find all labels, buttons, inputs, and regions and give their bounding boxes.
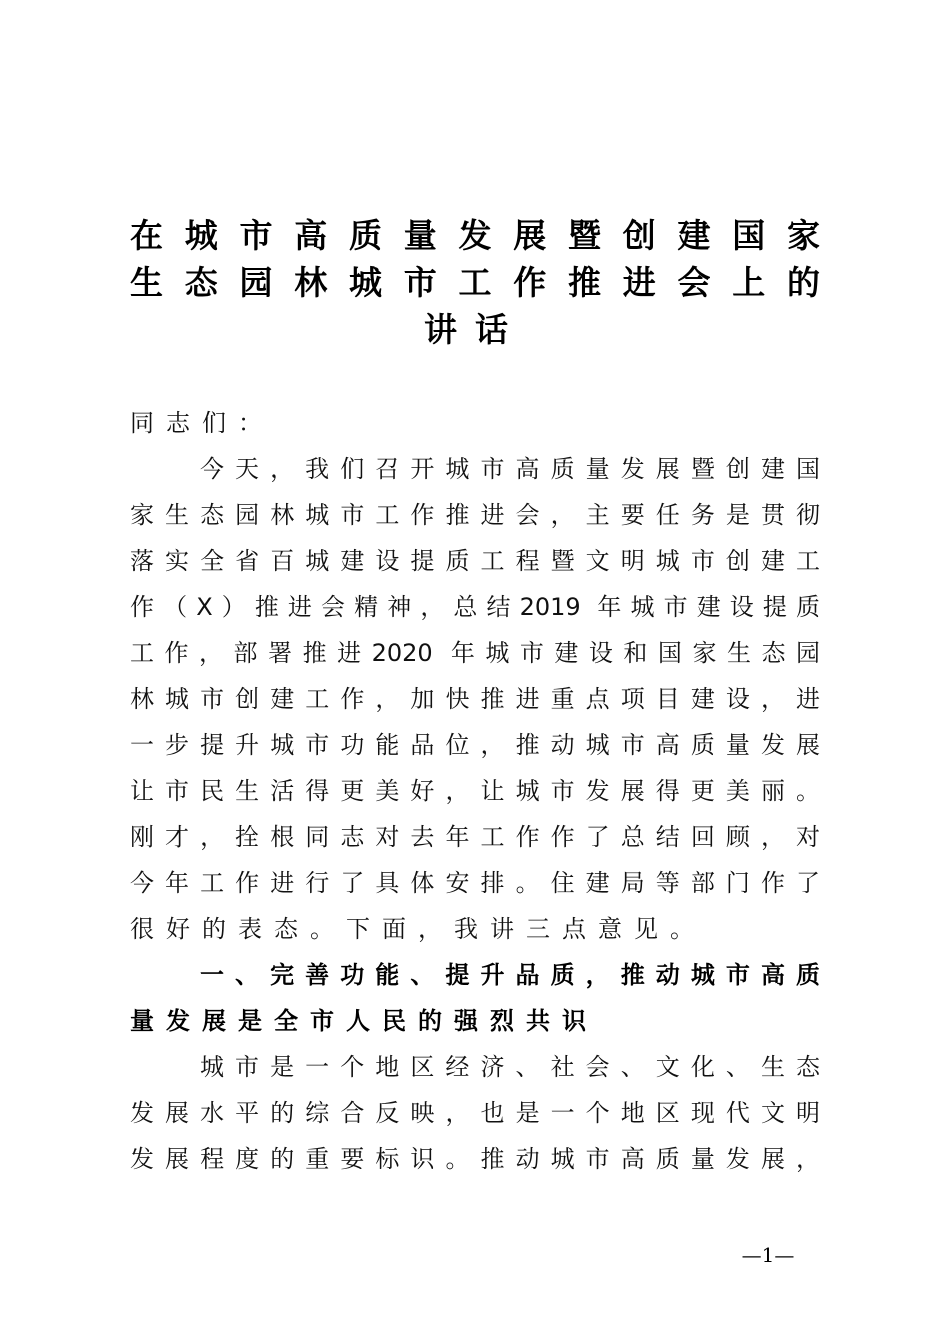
paragraph-line: 今天，我们召开城市高质量发展暨创建国 — [200, 455, 820, 483]
document-title — [130, 212, 820, 353]
section-heading: 一、完善功能、提升品质，推动城市高质 — [200, 961, 820, 989]
document-body — [130, 400, 820, 1182]
title-line-2: 生态园林城市工作推进会上的 — [130, 263, 820, 302]
paragraph-line: 家生态园林城市工作推进会，主要任务是贯彻 — [130, 501, 820, 529]
page-number: —1— — [741, 1243, 795, 1267]
paragraph-line: 作（X）推进会精神，总结2019 年城市建设提质 — [130, 593, 820, 621]
paragraph-line: 让市民生活得更美好，让城市发展得更美丽。 — [130, 777, 820, 805]
paragraph-line: 发展程度的重要标识。推动城市高质量发展， — [130, 1145, 820, 1173]
paragraph-line: 一步提升城市功能品位，推动城市高质量发展 — [130, 731, 820, 759]
title-line-3: 讲话 — [424, 310, 526, 349]
paragraph-line: 发展水平的综合反映，也是一个地区现代文明 — [130, 1099, 820, 1127]
paragraph-line: 工作，部署推进2020 年城市建设和国家生态园 — [130, 639, 820, 667]
section-heading: 量发展是全市人民的强烈共识 — [130, 1007, 598, 1035]
paragraph-line: 落实全省百城建设提质工程暨文明城市创建工 — [130, 547, 820, 575]
paragraph-line: 很好的表态。下面，我讲三点意见。 — [130, 915, 706, 943]
paragraph-line: 今年工作进行了具体安排。住建局等部门作了 — [130, 869, 820, 897]
paragraph-line: 城市是一个地区经济、社会、文化、生态 — [200, 1053, 820, 1081]
paragraph-line: 林城市创建工作，加快推进重点项目建设，进 — [130, 685, 820, 713]
paragraph-line: 刚才，拴根同志对去年工作作了总结回顾，对 — [130, 823, 820, 851]
salutation: 同志们： — [130, 409, 274, 437]
title-line-1: 在城市高质量发展暨创建国家 — [130, 216, 820, 255]
